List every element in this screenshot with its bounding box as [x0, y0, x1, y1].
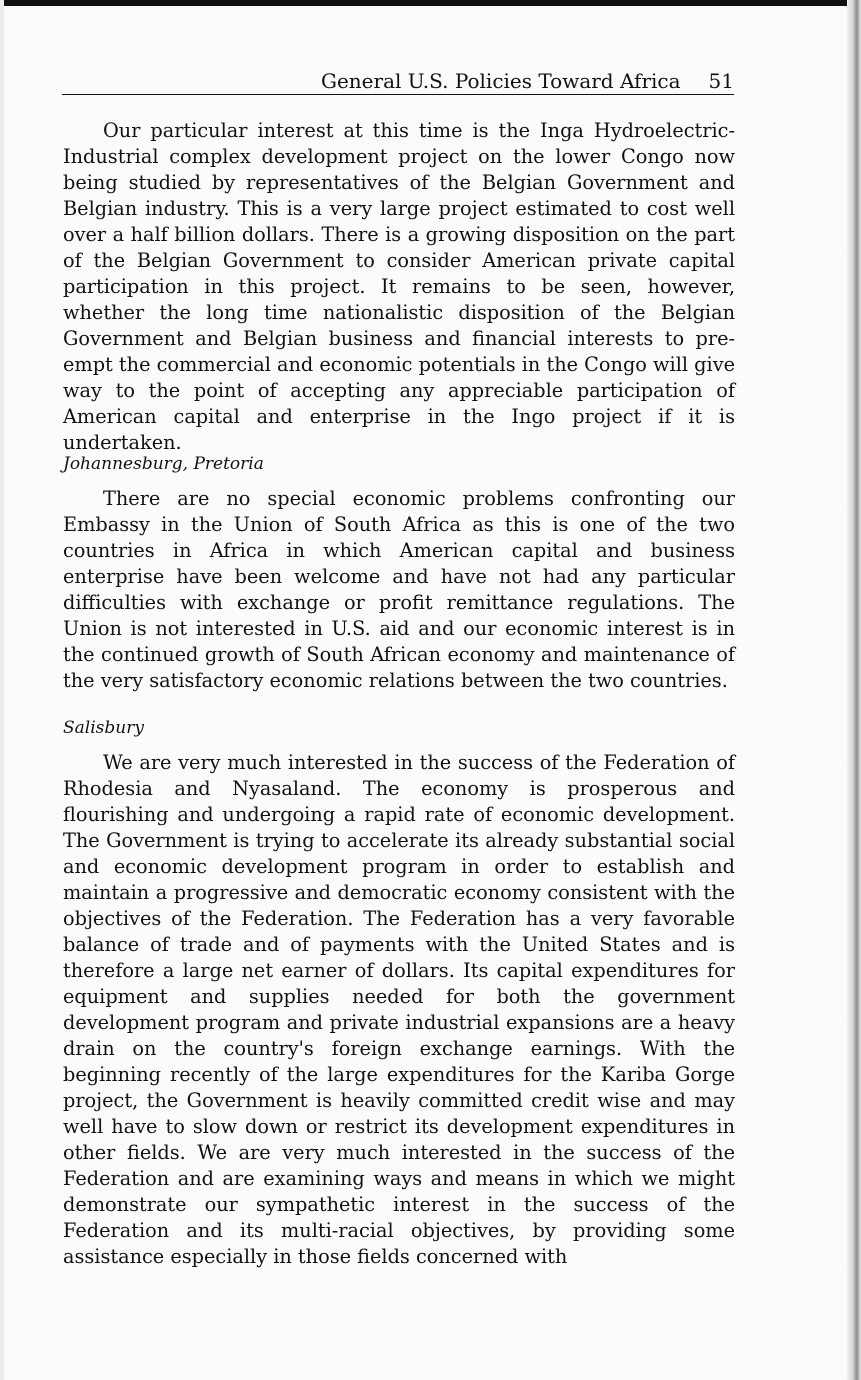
heading-johannesburg-pretoria: Johannesburg, Pretoria: [63, 454, 264, 474]
paragraph-salisbury: We are very much interested in the success of the Federation of Rhodesia and Nyasaland. The economy is prosperous and flourishing and undergoing a rapid rate of economic development. The Government is trying to accelerate its already substantial social and economic development program in order to establish and maintain a progressive and democratic economy consistent with the objectives of the Federation. The Federation has a very favorable balance of trade and of payments with the United States and is therefore a large net earner of dollars. Its capital expenditures for equipment and supplies needed for both the government development program and private industrial expansions are a heavy drain on the country's foreign exchange earnings. With the beginning recently of the large expenditures for the Kariba Gorge project, the Government is heavily committed credit wise and may well have to slow down or restrict its development expenditures in other fields. We are very much interested in the success of the Federation and are examining ways and means in which we might demonstrate our sympathetic interest in the success of the Federation and its multi-racial objectives, by providing some assistance especially in those fields concerned with: [63, 751, 735, 1268]
page-left-edge: [0, 0, 4, 1380]
section-inga: [63, 118, 735, 456]
page-top-edge: [0, 0, 861, 6]
heading-salisbury: Salisbury: [63, 718, 144, 738]
section-johannesburg: [63, 486, 735, 694]
running-title: General U.S. Policies Toward Africa: [320, 69, 681, 93]
paragraph-inga: Our particular interest at this time is the Inga Hydroelectric-Industrial complex development project on the lower Congo now being studied by representatives of the Belgian Government and Belgian industry. This is a very large project estimated to cost well over a half billion dollars. There is a growing disposition on the part of the Belgian Government to consider American private capital participation in this project. It remains to be seen, however, whether the long time nationalistic disposition of the Belgian Government and Belgian business and financial interests to pre-empt the commercial and economic potentials in the Congo will give way to the point of accepting any appreciable participation of American capital and enterprise in the Ingo project if it is undertaken.: [63, 119, 735, 454]
paragraph-johannesburg: There are no special economic problems confronting our Embassy in the Union of South Africa as this is one of the two countries in Africa in which American capital and business enterprise have been welcome and have not had any particular difficulties with exchange or profit remittance regulations. The Union is not interested in U.S. aid and our economic interest is in the continued growth of South African economy and maintenance of the very satisfactory economic relations between the two countries.: [63, 487, 735, 692]
running-head: [62, 68, 734, 95]
page-number: 51: [708, 69, 734, 93]
section-salisbury: [63, 750, 735, 1270]
page-binding-edge: [847, 0, 861, 1380]
